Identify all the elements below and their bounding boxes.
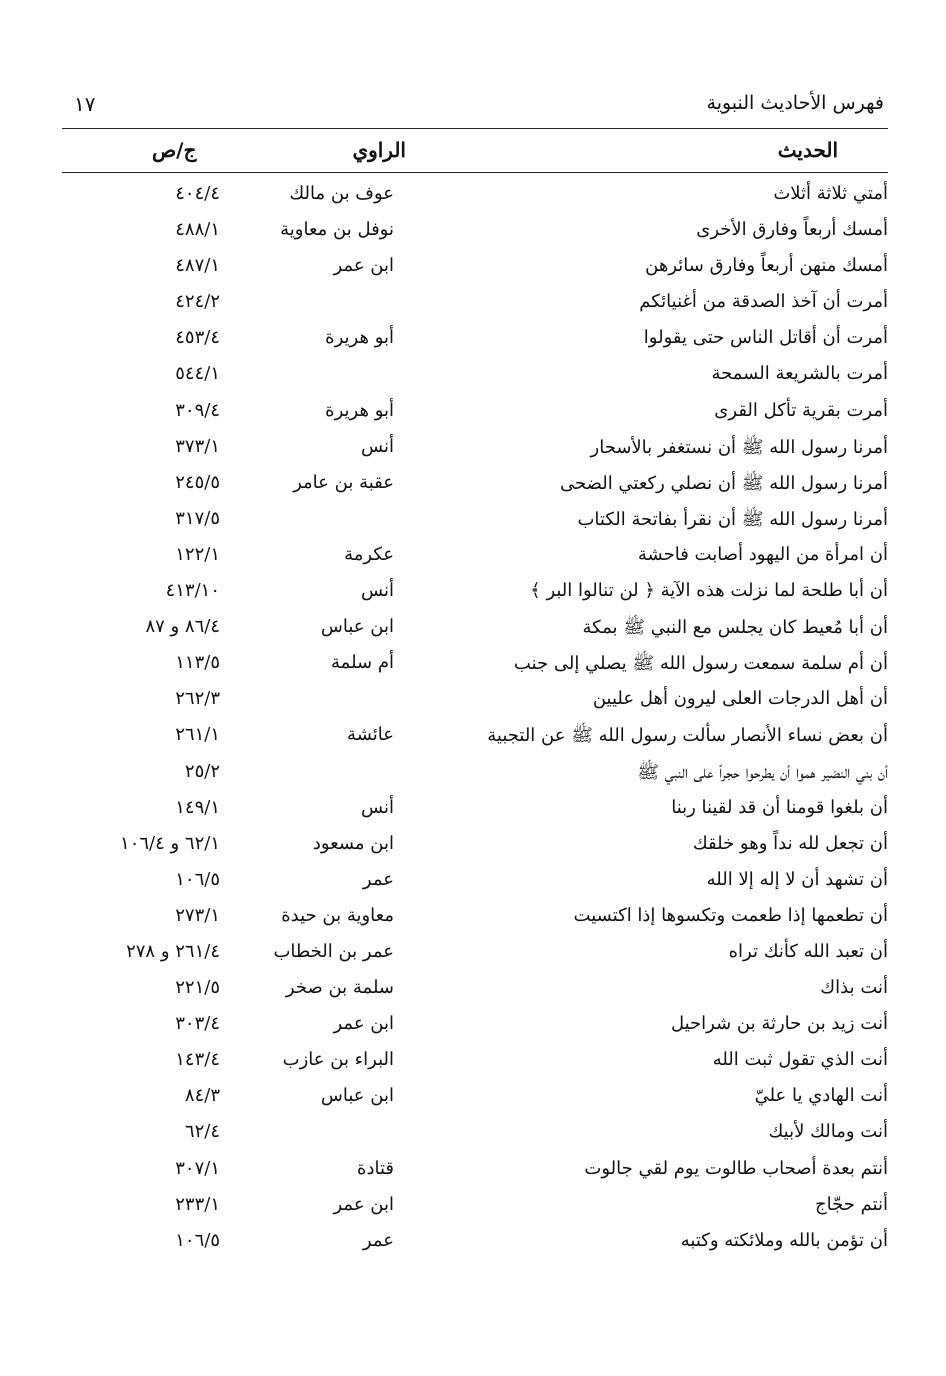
column-headers [62, 134, 888, 170]
hadith-text: أن تجعل لله نداً وهو خلقك [692, 832, 888, 854]
volume-page-reference: ١٠٦/٥ [175, 1229, 220, 1251]
narrator-name: أنس [361, 796, 394, 818]
hadith-text: أنتم حجّاج [815, 1193, 888, 1215]
volume-page-reference: ٢٣٣/١ [175, 1193, 220, 1215]
volume-page-reference: ٦٢/١ و ١٠٦/٤ [120, 832, 220, 854]
volume-page-reference: ١٤٣/٤ [175, 1049, 220, 1071]
volume-page-reference: ٨٤/٣ [184, 1085, 220, 1107]
volume-page-reference: ٣٠٣/٤ [175, 1013, 220, 1035]
column-header-hadith: الحديث [777, 138, 838, 162]
narrator-name: ابن عباس [320, 616, 394, 638]
hadith-text: أمرت بالشريعة السمحة [711, 363, 888, 385]
hadith-text: أن امرأة من اليهود أصابت فاحشة [637, 543, 888, 565]
volume-page-reference: ٢٦٢/٣ [175, 688, 220, 710]
table-row [62, 1114, 888, 1150]
narrator-name: البراء بن عازب [282, 1049, 394, 1071]
volume-page-reference: ٤٥٣/٤ [175, 327, 220, 349]
column-header-narrator: الراوي [352, 138, 406, 162]
hadith-text: أن بلغوا قومنا أن قد لقينا ربنا [671, 796, 888, 818]
volume-page-reference: ٣٠٧/١ [175, 1157, 220, 1179]
hadith-text: أن أهل الدرجات العلى ليرون أهل عليين [592, 688, 888, 710]
hadith-text: أنت بذاك [820, 977, 888, 999]
narrator-name: عمر بن الخطاب [273, 940, 394, 962]
column-header-reference: ج/ص [152, 138, 197, 162]
volume-page-reference: ٤٢٤/٢ [175, 291, 220, 313]
hadith-text: أمرت أن أقاتل الناس حتى يقولوا [643, 327, 888, 349]
narrator-name: قتادة [357, 1157, 394, 1179]
table-row [62, 1223, 888, 1259]
hadith-text: أمسك منهن أربعاً وفارق سائرهن [645, 255, 888, 277]
hadith-text: أمرنا رسول الله ﷺ أن نقرأ بفاتحة الكتاب [577, 508, 888, 530]
hadith-text: أن أبا طلحة لما نزلت هذه الآية ﴿ لن تنالوا البر ﴾ [530, 580, 888, 602]
volume-page-reference: ٢٥/٢ [184, 760, 220, 782]
volume-page-reference: ٣٠٩/٤ [175, 399, 220, 421]
hadith-text: أن تعبد الله كأنك تراه [728, 940, 888, 962]
hadith-text: أن تطعمها إذا طعمت وتكسوها إذا اكتسيت [573, 904, 888, 926]
hadith-text: أنت الذي تقول ثبت الله [712, 1049, 888, 1071]
narrator-name: أنس [361, 580, 394, 602]
hadith-text: أنت الهادي يا عليّ [754, 1085, 888, 1107]
volume-page-reference: ٢٧٣/١ [175, 904, 220, 926]
table-row [62, 248, 888, 284]
table-row [62, 790, 888, 826]
hadith-text: أن تؤمن بالله وملائكته وكتبه [680, 1229, 888, 1251]
volume-page-reference: ٥٤٤/١ [175, 363, 220, 385]
hadith-text: أنت زيد بن حارثة بن شراحيل [670, 1013, 888, 1035]
volume-page-reference: ٣٧٣/١ [175, 435, 220, 457]
narrator-name: ابن مسعود [312, 832, 394, 854]
hadith-text: أمسك أربعاً وفارق الأخرى [696, 219, 888, 241]
hadith-text: أمرت بقرية تأكل القرى [714, 399, 888, 421]
table-row [62, 754, 888, 790]
volume-page-reference: ٢٤٥/٥ [175, 471, 220, 493]
volume-page-reference: ٤٠٤/٤ [175, 183, 220, 204]
hadith-text: أمتي ثلاثة أثلاث [773, 183, 888, 204]
table-row [62, 501, 888, 537]
narrator-name: عمر [362, 868, 394, 890]
table-row [62, 717, 888, 753]
table-row [62, 573, 888, 609]
table-row [62, 645, 888, 681]
volume-page-reference: ٤١٣/١٠ [165, 580, 220, 602]
table-row [62, 1151, 888, 1187]
narrator-name: معاوية بن حيدة [281, 904, 394, 926]
narrator-name: أبو هريرة [325, 327, 394, 349]
volume-page-reference: ٢٦١/١ [175, 724, 220, 746]
hadith-text: أمرت أن آخذ الصدقة من أغنيائكم [639, 291, 888, 313]
table-row [62, 537, 888, 573]
narrator-name: نوفل بن معاوية [280, 219, 394, 241]
narrator-name: عقبة بن عامر [293, 471, 394, 493]
column-header-rule [62, 172, 888, 173]
hadith-text: أن تشهد أن لا إله إلا الله [706, 868, 888, 890]
narrator-name: ابن عباس [320, 1085, 394, 1107]
page-number: ١٧ [74, 92, 96, 116]
hadith-text: أنت ومالك لأبيك [768, 1121, 888, 1143]
table-row [62, 1187, 888, 1223]
table-row [62, 970, 888, 1006]
volume-page-reference: ٤٨٨/١ [175, 219, 220, 241]
table-row [62, 465, 888, 501]
volume-page-reference: ٦٢/٤ [184, 1121, 220, 1143]
volume-page-reference: ١١٣/٥ [175, 652, 220, 674]
narrator-name: ابن عمر [333, 1013, 394, 1035]
narrator-name: عكرمة [344, 543, 394, 565]
narrator-name: أنس [361, 435, 394, 457]
hadith-text: أمرنا رسول الله ﷺ أن نصلي ركعتي الضحى [559, 472, 888, 494]
volume-page-reference: ٢٦١/٤ و ٢٧٨ [126, 940, 220, 962]
volume-page-reference: ١٤٩/١ [175, 796, 220, 818]
running-header [62, 92, 884, 126]
hadith-text: أنتم بعدة أصحاب طالوت يوم لقي جالوت [584, 1157, 888, 1179]
table-row [62, 429, 888, 465]
book-title: فهرس الأحاديث النبوية [706, 92, 884, 114]
volume-page-reference: ٣١٧/٥ [175, 507, 220, 529]
hadith-text: أن أبا مُعيط كان يجلس مع النبي ﷺ بمكة [582, 617, 888, 639]
hadith-text: أن بعض نساء الأنصار سألت رسول الله ﷺ عن التجبية [487, 725, 888, 747]
table-row [62, 393, 888, 429]
table-row [62, 320, 888, 356]
narrator-name: أم سلمة [331, 652, 394, 674]
header-rule [62, 128, 888, 129]
volume-page-reference: ٢٢١/٥ [175, 977, 220, 999]
table-row [62, 826, 888, 862]
volume-page-reference: ٤٨٧/١ [175, 255, 220, 277]
table-row [62, 212, 888, 248]
hadith-text: أمرنا رسول الله ﷺ أن نستغفر بالأسحار [590, 436, 888, 458]
narrator-name: عمر [362, 1229, 394, 1251]
narrator-name: سلمة بن صخر [285, 977, 394, 999]
narrator-name: عوف بن مالك [289, 183, 394, 204]
table-row [62, 1006, 888, 1042]
table-row [62, 862, 888, 898]
hadith-text: أن بني النضير هموا أن يطرحوا حجراً على النبي ﷺ [637, 761, 888, 783]
hadith-text: أن أم سلمة سمعت رسول الله ﷺ يصلي إلى جنب [513, 653, 888, 675]
hadith-index-table [62, 176, 888, 1259]
table-row [62, 284, 888, 320]
table-row [62, 681, 888, 717]
table-row [62, 1078, 888, 1114]
table-row [62, 356, 888, 392]
volume-page-reference: ٨٦/٤ و ٨٧ [145, 616, 220, 638]
table-row [62, 898, 888, 934]
narrator-name: ابن عمر [333, 1193, 394, 1215]
table-row [62, 176, 888, 212]
table-row [62, 934, 888, 970]
volume-page-reference: ١٢٢/١ [175, 543, 220, 565]
narrator-name: عائشة [347, 724, 394, 746]
narrator-name: أبو هريرة [325, 399, 394, 421]
table-row [62, 1042, 888, 1078]
narrator-name: ابن عمر [333, 255, 394, 277]
volume-page-reference: ١٠٦/٥ [175, 868, 220, 890]
table-row [62, 609, 888, 645]
